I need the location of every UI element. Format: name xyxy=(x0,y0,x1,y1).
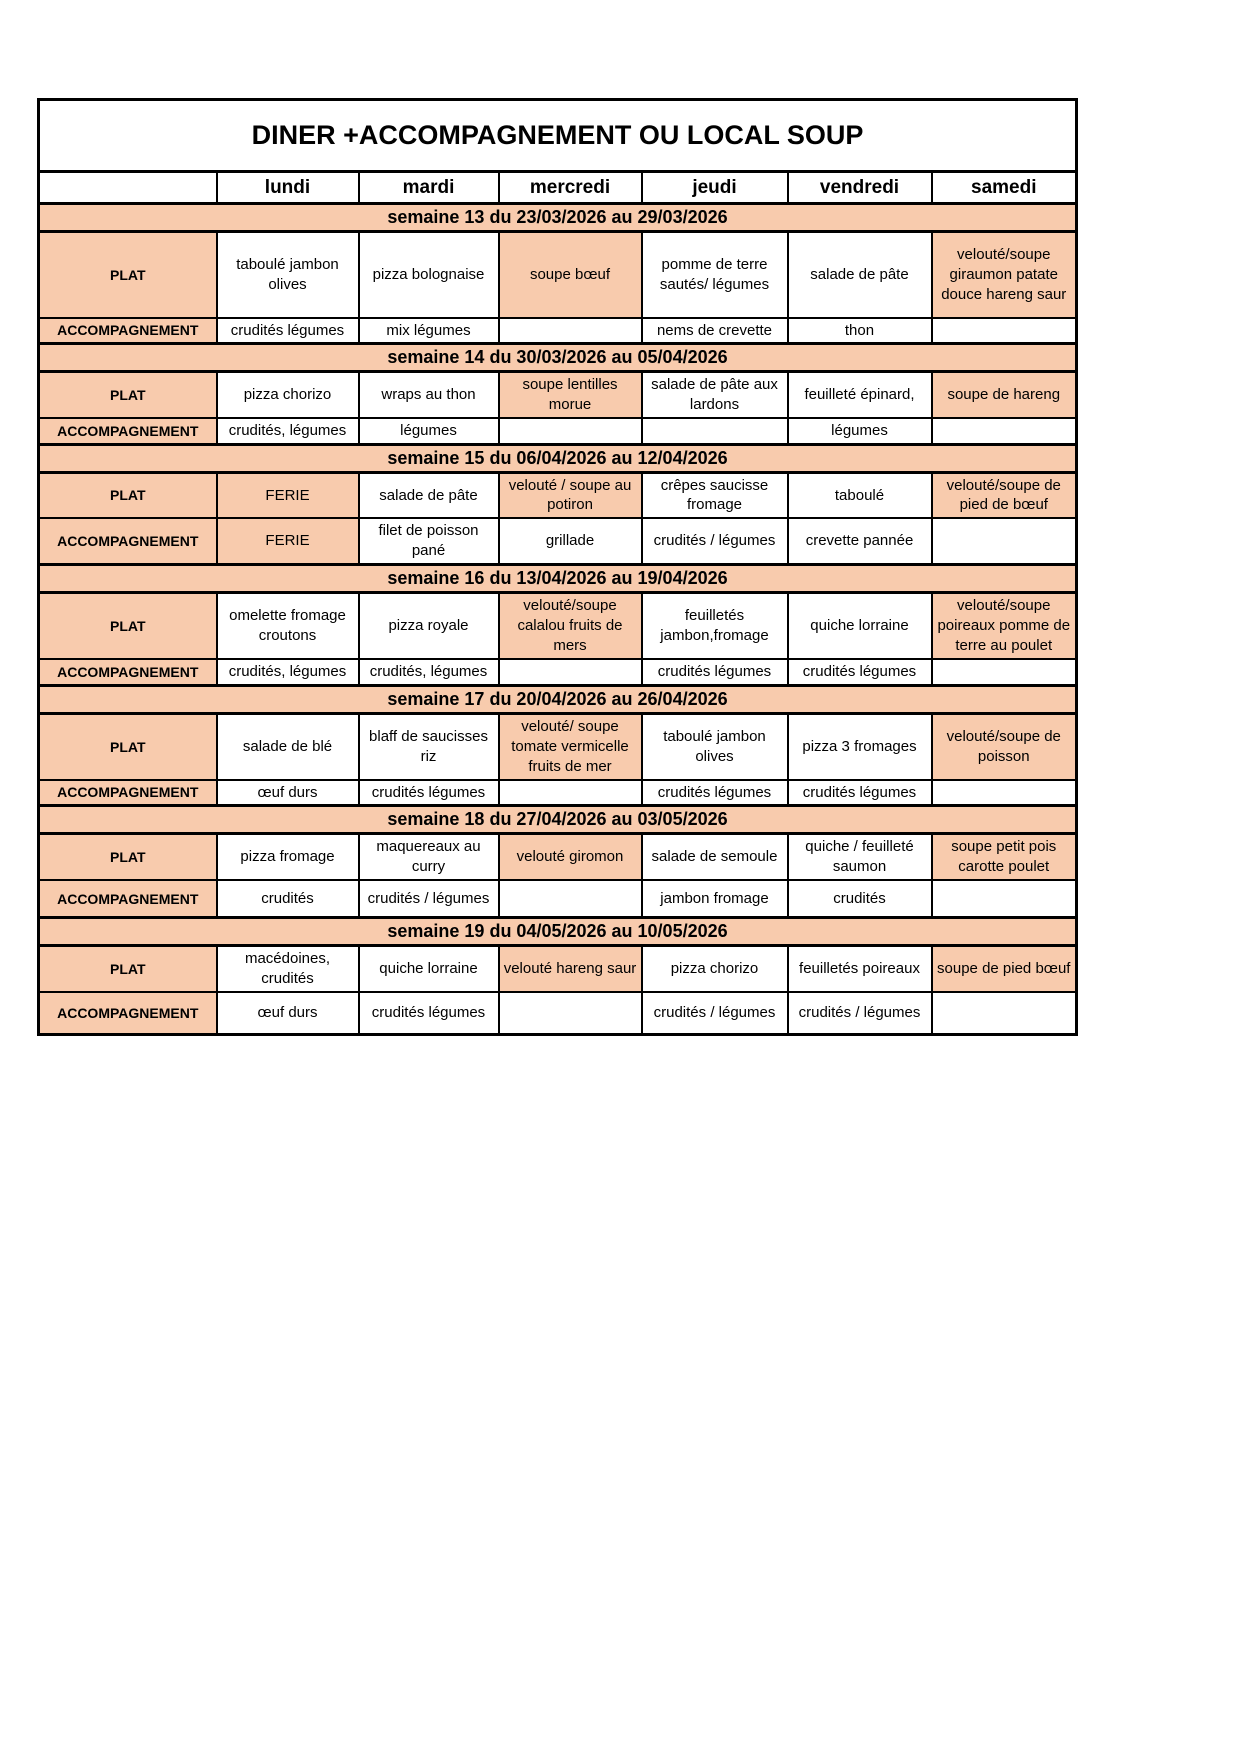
corner-cell xyxy=(39,172,217,204)
plat-row xyxy=(39,232,1077,318)
plat-row xyxy=(39,372,1077,418)
plat-row xyxy=(39,946,1077,992)
plat-cell-lundi: salade de blé xyxy=(217,714,359,780)
accompagnement-cell-samedi xyxy=(932,992,1077,1034)
plat-cell-vendredi: quiche lorraine xyxy=(788,592,932,659)
plat-cell-samedi: velouté/soupe poireaux pomme de terre au poulet xyxy=(932,592,1077,659)
accompagnement-row xyxy=(39,780,1077,806)
accompagnement-cell-jeudi: crudités légumes xyxy=(642,780,788,806)
day-header-samedi: samedi xyxy=(932,172,1077,204)
row-label-plat: PLAT xyxy=(39,472,217,518)
accompagnement-cell-mercredi: grillade xyxy=(499,518,642,564)
plat-cell-lundi: omelette fromage croutons xyxy=(217,592,359,659)
week-banner-row xyxy=(39,204,1077,232)
plat-cell-samedi: velouté/soupe de poisson xyxy=(932,714,1077,780)
accompagnement-cell-mardi: mix légumes xyxy=(359,318,499,344)
plat-cell-mercredi: soupe lentilles morue xyxy=(499,372,642,418)
accompagnement-row xyxy=(39,992,1077,1034)
plat-cell-mercredi: velouté / soupe au potiron xyxy=(499,472,642,518)
week-banner: semaine 14 du 30/03/2026 au 05/04/2026 xyxy=(39,344,1077,372)
plat-cell-mardi: blaff de saucisses riz xyxy=(359,714,499,780)
plat-cell-mardi: pizza bolognaise xyxy=(359,232,499,318)
week-banner-row xyxy=(39,918,1077,946)
row-label-accompagnement: ACCOMPAGNEMENT xyxy=(39,318,217,344)
week-banner: semaine 17 du 20/04/2026 au 26/04/2026 xyxy=(39,686,1077,714)
plat-row xyxy=(39,592,1077,659)
plat-cell-jeudi: taboulé jambon olives xyxy=(642,714,788,780)
accompagnement-row xyxy=(39,659,1077,685)
accompagnement-cell-mardi: crudités / légumes xyxy=(359,880,499,918)
accompagnement-cell-jeudi: crudités / légumes xyxy=(642,992,788,1034)
plat-cell-jeudi: pizza chorizo xyxy=(642,946,788,992)
accompagnement-cell-jeudi: jambon fromage xyxy=(642,880,788,918)
plat-cell-vendredi: taboulé xyxy=(788,472,932,518)
plat-cell-mardi: maquereaux au curry xyxy=(359,834,499,880)
plat-cell-lundi: pizza chorizo xyxy=(217,372,359,418)
accompagnement-cell-jeudi xyxy=(642,418,788,444)
plat-cell-jeudi: salade de semoule xyxy=(642,834,788,880)
accompagnement-row xyxy=(39,318,1077,344)
day-header-mardi: mardi xyxy=(359,172,499,204)
accompagnement-cell-mardi: crudités légumes xyxy=(359,992,499,1034)
plat-cell-lundi: taboulé jambon olives xyxy=(217,232,359,318)
week-banner-row xyxy=(39,686,1077,714)
accompagnement-cell-lundi: crudités, légumes xyxy=(217,659,359,685)
plat-cell-jeudi: salade de pâte aux lardons xyxy=(642,372,788,418)
week-banner-row xyxy=(39,564,1077,592)
accompagnement-cell-jeudi: crudités légumes xyxy=(642,659,788,685)
accompagnement-cell-samedi xyxy=(932,318,1077,344)
accompagnement-cell-mercredi xyxy=(499,318,642,344)
row-label-plat: PLAT xyxy=(39,372,217,418)
accompagnement-cell-lundi: crudités légumes xyxy=(217,318,359,344)
plat-cell-lundi: pizza fromage xyxy=(217,834,359,880)
plat-cell-samedi: soupe de hareng xyxy=(932,372,1077,418)
plat-cell-samedi: soupe de pied bœuf xyxy=(932,946,1077,992)
accompagnement-cell-lundi: œuf durs xyxy=(217,992,359,1034)
plat-cell-mardi: wraps au thon xyxy=(359,372,499,418)
plat-cell-jeudi: crêpes saucisse fromage xyxy=(642,472,788,518)
title-row xyxy=(39,100,1077,172)
week-banner-row xyxy=(39,806,1077,834)
accompagnement-cell-samedi xyxy=(932,418,1077,444)
accompagnement-cell-vendredi: légumes xyxy=(788,418,932,444)
accompagnement-cell-mercredi xyxy=(499,418,642,444)
plat-cell-mercredi: velouté/soupe calalou fruits de mers xyxy=(499,592,642,659)
week-banner: semaine 15 du 06/04/2026 au 12/04/2026 xyxy=(39,444,1077,472)
plat-cell-mardi: quiche lorraine xyxy=(359,946,499,992)
plat-cell-mardi: salade de pâte xyxy=(359,472,499,518)
accompagnement-cell-jeudi: crudités / légumes xyxy=(642,518,788,564)
accompagnement-cell-vendredi: crudités xyxy=(788,880,932,918)
page-title: DINER +ACCOMPAGNEMENT OU LOCAL SOUP xyxy=(39,100,1077,172)
accompagnement-cell-samedi xyxy=(932,518,1077,564)
accompagnement-cell-samedi xyxy=(932,659,1077,685)
plat-cell-samedi: velouté/soupe de pied de bœuf xyxy=(932,472,1077,518)
plat-cell-vendredi: pizza 3 fromages xyxy=(788,714,932,780)
plat-cell-mercredi: velouté/ soupe tomate vermicelle fruits de mer xyxy=(499,714,642,780)
plat-cell-mercredi: soupe bœuf xyxy=(499,232,642,318)
accompagnement-cell-vendredi: crevette pannée xyxy=(788,518,932,564)
accompagnement-cell-mardi: filet de poisson pané xyxy=(359,518,499,564)
row-label-plat: PLAT xyxy=(39,946,217,992)
accompagnement-cell-lundi: FERIE xyxy=(217,518,359,564)
accompagnement-cell-vendredi: crudités / légumes xyxy=(788,992,932,1034)
day-header-vendredi: vendredi xyxy=(788,172,932,204)
row-label-accompagnement: ACCOMPAGNEMENT xyxy=(39,880,217,918)
week-banner-row xyxy=(39,344,1077,372)
plat-row xyxy=(39,834,1077,880)
row-label-accompagnement: ACCOMPAGNEMENT xyxy=(39,992,217,1034)
row-label-accompagnement: ACCOMPAGNEMENT xyxy=(39,780,217,806)
plat-cell-lundi: macédoines, crudités xyxy=(217,946,359,992)
plat-row xyxy=(39,714,1077,780)
accompagnement-cell-vendredi: crudités légumes xyxy=(788,780,932,806)
accompagnement-cell-jeudi: nems de crevette xyxy=(642,318,788,344)
row-label-plat: PLAT xyxy=(39,834,217,880)
plat-cell-vendredi: salade de pâte xyxy=(788,232,932,318)
day-header-jeudi: jeudi xyxy=(642,172,788,204)
accompagnement-cell-mercredi xyxy=(499,992,642,1034)
plat-cell-vendredi: feuilleté épinard, xyxy=(788,372,932,418)
accompagnement-cell-mardi: crudités, légumes xyxy=(359,659,499,685)
accompagnement-row xyxy=(39,418,1077,444)
plat-cell-mercredi: velouté giromon xyxy=(499,834,642,880)
accompagnement-cell-mercredi xyxy=(499,880,642,918)
accompagnement-cell-mercredi xyxy=(499,659,642,685)
accompagnement-cell-lundi: œuf durs xyxy=(217,780,359,806)
week-banner: semaine 19 du 04/05/2026 au 10/05/2026 xyxy=(39,918,1077,946)
plat-cell-vendredi: quiche / feuilleté saumon xyxy=(788,834,932,880)
accompagnement-cell-lundi: crudités, légumes xyxy=(217,418,359,444)
accompagnement-cell-vendredi: thon xyxy=(788,318,932,344)
plat-cell-lundi: FERIE xyxy=(217,472,359,518)
plat-cell-samedi: soupe petit pois carotte poulet xyxy=(932,834,1077,880)
plat-cell-vendredi: feuilletés poireaux xyxy=(788,946,932,992)
week-banner-row xyxy=(39,444,1077,472)
accompagnement-cell-mardi: crudités légumes xyxy=(359,780,499,806)
day-header-mercredi: mercredi xyxy=(499,172,642,204)
accompagnement-cell-mardi: légumes xyxy=(359,418,499,444)
day-header-row xyxy=(39,172,1077,204)
row-label-plat: PLAT xyxy=(39,592,217,659)
accompagnement-cell-mercredi xyxy=(499,780,642,806)
plat-cell-jeudi: feuilletés jambon,fromage xyxy=(642,592,788,659)
plat-cell-jeudi: pomme de terre sautés/ légumes xyxy=(642,232,788,318)
week-banner: semaine 13 du 23/03/2026 au 29/03/2026 xyxy=(39,204,1077,232)
row-label-plat: PLAT xyxy=(39,232,217,318)
row-label-plat: PLAT xyxy=(39,714,217,780)
plat-cell-mercredi: velouté hareng saur xyxy=(499,946,642,992)
accompagnement-cell-lundi: crudités xyxy=(217,880,359,918)
plat-cell-samedi: velouté/soupe giraumon patate douce hareng saur xyxy=(932,232,1077,318)
accompagnement-row xyxy=(39,880,1077,918)
accompagnement-cell-samedi xyxy=(932,780,1077,806)
day-header-lundi: lundi xyxy=(217,172,359,204)
menu-table xyxy=(37,98,1078,1036)
accompagnement-cell-samedi xyxy=(932,880,1077,918)
row-label-accompagnement: ACCOMPAGNEMENT xyxy=(39,518,217,564)
week-banner: semaine 16 du 13/04/2026 au 19/04/2026 xyxy=(39,564,1077,592)
row-label-accompagnement: ACCOMPAGNEMENT xyxy=(39,418,217,444)
accompagnement-cell-vendredi: crudités légumes xyxy=(788,659,932,685)
plat-cell-mardi: pizza royale xyxy=(359,592,499,659)
accompagnement-row xyxy=(39,518,1077,564)
row-label-accompagnement: ACCOMPAGNEMENT xyxy=(39,659,217,685)
plat-row xyxy=(39,472,1077,518)
week-banner: semaine 18 du 27/04/2026 au 03/05/2026 xyxy=(39,806,1077,834)
